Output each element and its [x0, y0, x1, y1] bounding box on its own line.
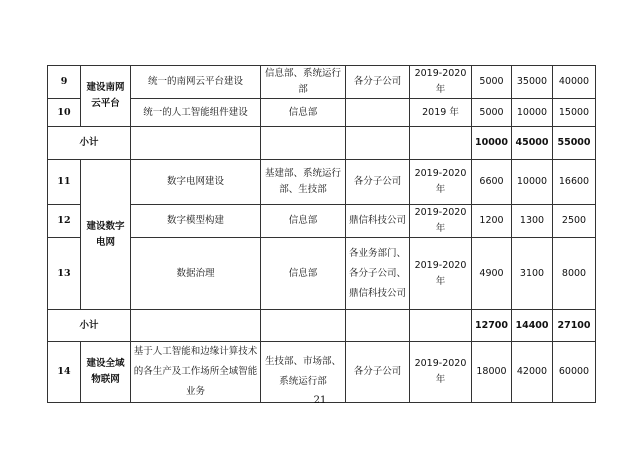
value-cell: 5000 [472, 99, 512, 127]
dept-cell: 信息部 [261, 238, 346, 310]
table-row [48, 342, 596, 403]
period-cell: 2019 年 [410, 99, 472, 127]
subtotal-label: 小计 [48, 310, 131, 342]
period-cell: 2019-2020 年 [410, 66, 472, 99]
project-table [47, 65, 596, 403]
value-cell: 60000 [553, 342, 596, 403]
value-cell: 6600 [472, 160, 512, 205]
row-number: 11 [48, 160, 81, 205]
value-cell: 1200 [472, 205, 512, 238]
item-cell: 统一的南网云平台建设 [131, 66, 261, 99]
subtotal-value: 12700 [472, 310, 512, 342]
subtotal-value: 45000 [512, 127, 553, 160]
subtotal-value: 55000 [553, 127, 596, 160]
value-cell: 40000 [553, 66, 596, 99]
dept-cell: 基建部、系统运行部、生技部 [261, 160, 346, 205]
subtotal-row [48, 310, 596, 342]
category-cell: 建设数字电网 [81, 160, 131, 310]
value-cell: 10000 [512, 160, 553, 205]
unit-cell: 各分子公司 [346, 160, 410, 205]
empty-cell [346, 310, 410, 342]
item-cell: 数据治理 [131, 238, 261, 310]
empty-cell [131, 310, 261, 342]
period-cell: 2019-2020 年 [410, 238, 472, 310]
table-row [48, 238, 596, 310]
value-cell: 3100 [512, 238, 553, 310]
empty-cell [261, 127, 346, 160]
row-number: 13 [48, 238, 81, 310]
table-row [48, 205, 596, 238]
item-cell: 数字模型构建 [131, 205, 261, 238]
unit-cell [346, 99, 410, 127]
unit-cell: 各分子公司 [346, 342, 410, 403]
row-number: 14 [48, 342, 81, 403]
table-row [48, 66, 596, 99]
item-cell: 基于人工智能和边缘计算技术的各生产及工作场所全域智能业务 [131, 342, 261, 403]
value-cell: 18000 [472, 342, 512, 403]
value-cell: 8000 [553, 238, 596, 310]
empty-cell [346, 127, 410, 160]
subtotal-value: 14400 [512, 310, 553, 342]
empty-cell [131, 127, 261, 160]
table-row [48, 160, 596, 205]
item-cell: 统一的人工智能组件建设 [131, 99, 261, 127]
unit-cell: 鼎信科技公司 [346, 205, 410, 238]
value-cell: 42000 [512, 342, 553, 403]
subtotal-value: 27100 [553, 310, 596, 342]
page-number: 21 [313, 395, 327, 406]
category-cell: 建设南网云平台 [81, 66, 131, 127]
category-cell: 建设全域物联网 [81, 342, 131, 403]
value-cell: 2500 [553, 205, 596, 238]
row-number: 12 [48, 205, 81, 238]
item-cell: 数字电网建设 [131, 160, 261, 205]
row-number: 9 [48, 66, 81, 99]
dept-cell: 信息部 [261, 205, 346, 238]
period-cell: 2019-2020 年 [410, 160, 472, 205]
value-cell: 15000 [553, 99, 596, 127]
unit-cell: 各分子公司 [346, 66, 410, 99]
empty-cell [410, 310, 472, 342]
dept-cell: 生技部、市场部、系统运行部 [261, 342, 346, 403]
subtotal-row [48, 127, 596, 160]
subtotal-value: 10000 [472, 127, 512, 160]
subtotal-label: 小计 [48, 127, 131, 160]
value-cell: 16600 [553, 160, 596, 205]
dept-cell: 信息部、系统运行部 [261, 66, 346, 99]
table-row [48, 99, 596, 127]
unit-cell: 各业务部门、各分子公司、鼎信科技公司 [346, 238, 410, 310]
row-number: 10 [48, 99, 81, 127]
value-cell: 4900 [472, 238, 512, 310]
dept-cell: 信息部 [261, 99, 346, 127]
empty-cell [410, 127, 472, 160]
period-cell: 2019-2020 年 [410, 342, 472, 403]
period-cell: 2019-2020 年 [410, 205, 472, 238]
value-cell: 35000 [512, 66, 553, 99]
empty-cell [261, 310, 346, 342]
value-cell: 10000 [512, 99, 553, 127]
value-cell: 5000 [472, 66, 512, 99]
value-cell: 1300 [512, 205, 553, 238]
